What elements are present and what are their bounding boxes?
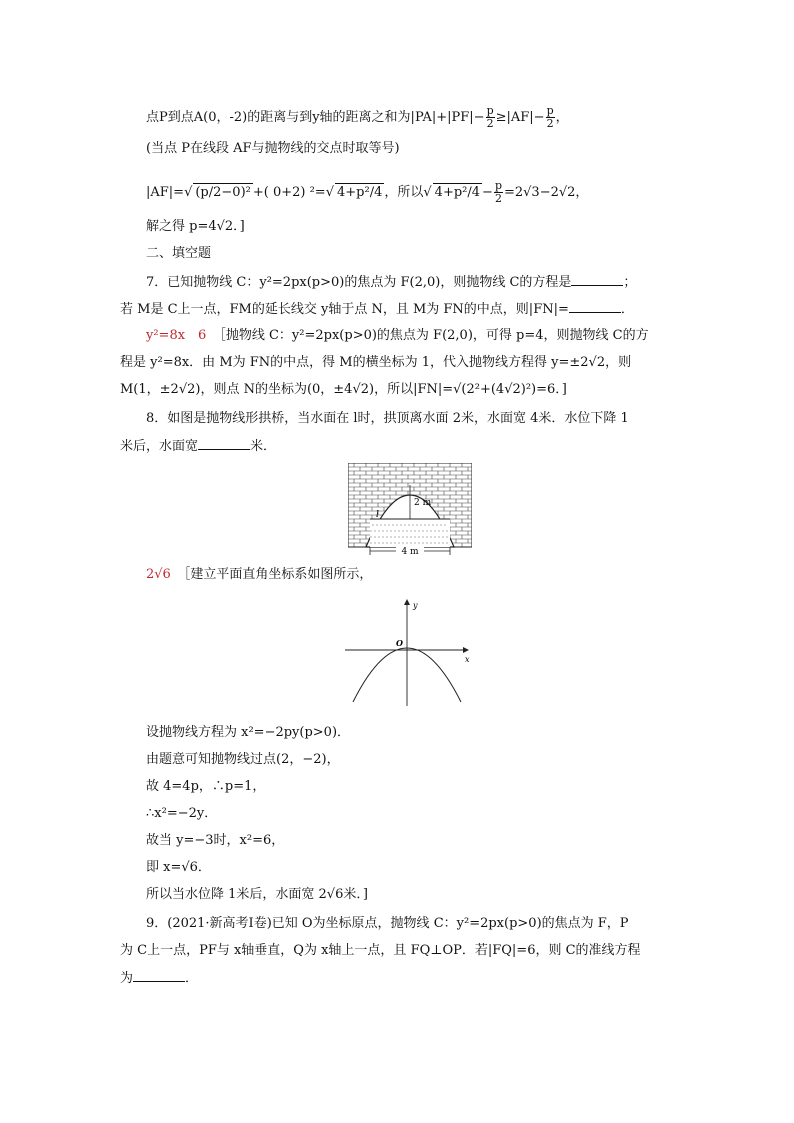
text-segment: 若 M是 C上一点，FM的延长线交 y轴于点 N，且 M为 FN的中点，则|FN|= <box>120 302 569 317</box>
text-segment: +( 0+2) ²= <box>252 185 326 200</box>
text-segment: 点P到点A(0，-2)的距离与到y轴的距离之和为|PA|+|PF|− <box>146 110 485 125</box>
solution-8-line-1: 设抛物线方程为 x²=−2py(p>0)． <box>146 725 351 740</box>
solution-8-line-6: 即 x=√6． <box>146 860 211 875</box>
answer-7-line-2: 程是 y²=8x．由 M为 FN的中点，得 M的横坐标为 1，代入抛物线方程得 y=±2√2，则 <box>120 355 632 370</box>
arch-bridge-figure <box>348 463 472 561</box>
answer-blank <box>571 273 623 286</box>
section-heading: 二、填空题 <box>146 246 212 261</box>
text-segment: 米后，水面宽 <box>120 439 199 454</box>
radical: (p/2−0)² <box>195 185 251 200</box>
label-4m: 4 m <box>401 547 419 557</box>
solution-line-1 <box>146 105 569 130</box>
axis-y-label: y <box>413 601 418 610</box>
fraction-p-over-2: $\frac{p}{2}$ <box>494 179 502 205</box>
radical: 4+p²/4 <box>434 185 481 200</box>
answer-8-line-1 <box>146 566 372 584</box>
text-segment: ， <box>555 110 569 125</box>
answer-highlight: y²=8x 6 <box>146 328 207 343</box>
text-segment: ［建立平面直角坐标系如图所示， <box>183 567 373 582</box>
axis-x-label: x <box>465 655 470 664</box>
text-segment: ． <box>185 971 199 986</box>
text-segment: ． <box>620 302 634 317</box>
question-7-line-1 <box>146 273 636 292</box>
text-segment: ，所以 <box>384 185 424 200</box>
coordinate-axes-figure <box>343 596 473 708</box>
text-segment: ≥|AF|− <box>495 110 545 125</box>
solution-line-3: |AF|=√ (p/2−0)² +( 0+2) ²=√ 4+p²/4 ，所以√ 4+p²/4 − $\frac{p}{2}$ =2√3−2√2， <box>146 179 589 205</box>
solution-line-4: 解之得 p=4√2．] <box>146 219 245 234</box>
question-9-line-3 <box>120 969 198 988</box>
text-segment: ［抛物线 C：y²=2px(p>0)的焦点为 F(2,0)，可得 p=4，则抛物线 C的方 <box>219 328 649 343</box>
solution-8-line-5: 故当 y=−3时，x²=6， <box>146 833 285 848</box>
origin-label: O <box>396 638 403 648</box>
text-segment: − <box>482 185 493 200</box>
question-8-line-2 <box>120 437 276 456</box>
radical: 4+p²/4 <box>337 185 383 200</box>
answer-blank <box>569 300 621 313</box>
solution-8-line-4: ∴x²=−2y． <box>146 806 218 821</box>
question-9-line-1: 9．(2021·新高考Ⅰ卷)已知 O为坐标原点，抛物线 C：y²=2px(p>0)的焦点为 F，P <box>146 916 629 931</box>
label-2m: 2 m <box>414 498 432 508</box>
answer-blank <box>198 437 250 450</box>
label-l: l <box>376 510 379 520</box>
question-7-line-2 <box>120 300 634 319</box>
solution-line-2: (当点 P在线段 AF与抛物线的交点时取等号) <box>146 141 400 156</box>
text-segment: 米． <box>250 439 277 454</box>
question-9-line-2: 为 C上一点，PF与 x轴垂直，Q为 x轴上一点，且 FQ⊥OP．若|FQ|=6，则 C的准线方程 <box>120 943 641 958</box>
answer-highlight: 2√6 <box>146 567 171 582</box>
solution-8-line-3: 故 4=4p，∴p=1， <box>146 779 266 794</box>
text-segment: =2√3−2√2， <box>503 185 589 200</box>
text-segment: ； <box>623 275 637 290</box>
text-segment: 7．已知抛物线 C：y²=2px(p>0)的焦点为 F(2,0)，则抛物线 C的方程是 <box>146 275 572 290</box>
answer-7-line-3: M(1，±2√2)，则点 N的坐标为(0，±4√2)，所以|FN|=√(2²+(4√2)²)=6．] <box>120 382 567 397</box>
fraction-p-over-2: $\frac{p}{2}$ <box>546 104 554 130</box>
answer-7-line-1 <box>146 327 649 345</box>
solution-8-line-7: 所以当水位降 1米后，水面宽 2√6米．] <box>146 887 368 902</box>
question-8-line-1: 8．如图是抛物线形拱桥，当水面在 l时，拱顶离水面 2米，水面宽 4米．水位下降 1 <box>146 411 629 426</box>
text-segment: 为 <box>120 971 134 986</box>
answer-blank <box>133 969 185 982</box>
fraction-p-over-2: $\frac{p}{2}$ <box>486 104 494 130</box>
text-segment: |AF|= <box>146 185 185 200</box>
solution-8-line-2: 由题意可知抛物线过点(2，−2)， <box>146 752 340 767</box>
